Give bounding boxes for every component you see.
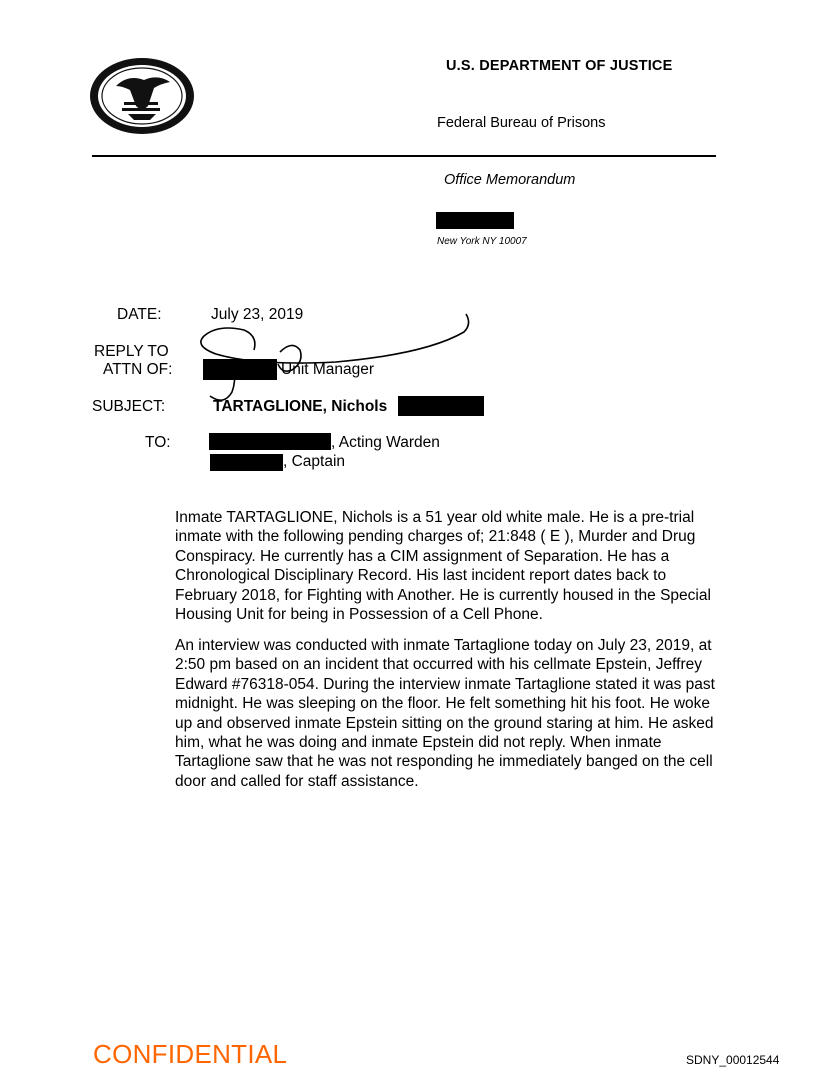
to-label: TO: bbox=[145, 434, 171, 451]
bates-number: SDNY_00012544 bbox=[686, 1053, 780, 1067]
confidential-stamp: CONFIDENTIAL bbox=[93, 1039, 288, 1069]
reply-to-label: REPLY TO bbox=[94, 343, 169, 360]
office-address: New York NY 10007 bbox=[437, 236, 527, 247]
agency-name: U.S. DEPARTMENT OF JUSTICE bbox=[446, 58, 673, 74]
date-label: DATE: bbox=[117, 306, 162, 323]
paragraph-2: An interview was conducted with inmate Tartaglione today on July 23, 2019, at 2:50 pm based on an incident that occurred with his cellmate Epstein, Jeffrey Edward #76318-054. During the interview inmate Tartaglione stated it was past midnight. He was sleeping on the floor. He felt something hit his foot. He woke up and observed inmate Epstein sitting on the ground staring at him. He asked him, what he was doing and inmate Epstein did not reply. When inmate Tartaglione saw that he was not responding he immediately banged on the cell door and called for staff assistance. bbox=[175, 637, 715, 790]
address-redaction bbox=[436, 212, 514, 229]
subject-value: TARTAGLIONE, Nichols bbox=[213, 398, 388, 415]
to-captain-redaction bbox=[210, 454, 283, 471]
date-value: July 23, 2019 bbox=[211, 306, 304, 323]
letterhead-divider bbox=[92, 155, 716, 157]
attn-of-label: ATTN OF: bbox=[103, 361, 173, 378]
doj-seal-icon bbox=[88, 56, 196, 136]
to-line-captain: , Captain bbox=[283, 453, 346, 470]
to-line-warden: , Acting Warden bbox=[331, 434, 440, 451]
subject-label: SUBJECT: bbox=[92, 398, 166, 415]
reply-name-redaction bbox=[203, 359, 277, 380]
subject-redaction bbox=[398, 396, 484, 416]
paragraph-1: Inmate TARTAGLIONE, Nichols is a 51 year old white male. He is a pre-trial inmate with the following pending charges of; 21:848 ( E ), Murder and Drug Conspiracy. He currently has a CIM assignment of Separation. He has a Chronological Disciplinary Record. His last incident report dates back to February 2018, for Fighting with Another. He is currently housed in the Special Housing Unit for being in Possession of a Cell Phone. bbox=[175, 509, 711, 624]
memo-type: Office Memorandum bbox=[444, 172, 576, 188]
to-warden-redaction bbox=[209, 433, 331, 450]
bureau-name: Federal Bureau of Prisons bbox=[437, 115, 606, 131]
reply-value: Unit Manager bbox=[281, 361, 375, 378]
